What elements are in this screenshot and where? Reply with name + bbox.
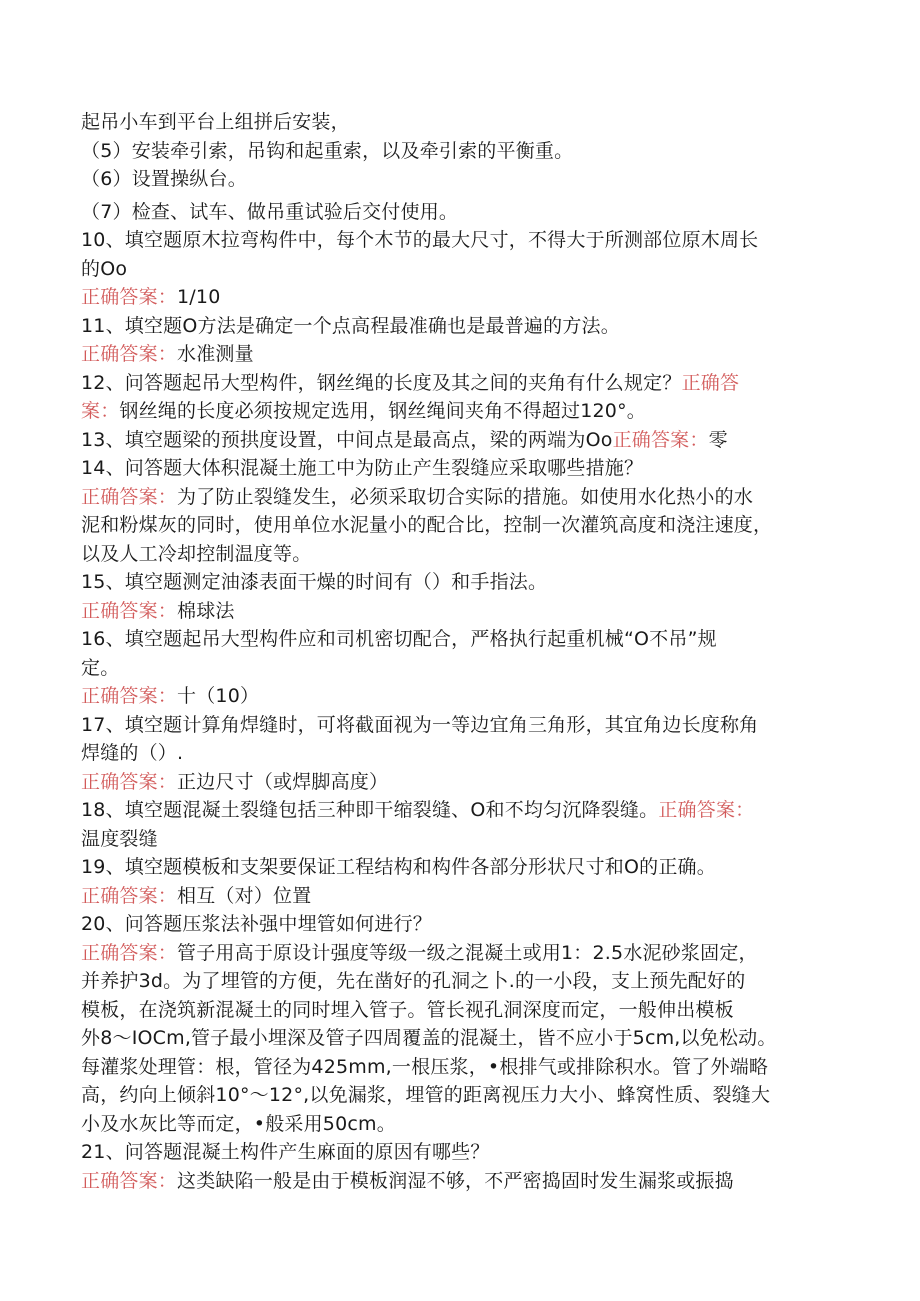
answer-text: 为了防止裂缝发生，必须采取切合实际的措施。如使用水化热小的水	[177, 485, 754, 508]
question-text: 10、填空题原木拉弯构件中，每个木节的最大尺寸，不得大于所测部位原木周长	[81, 229, 759, 251]
question-text: 19、填空题模板和支架要保证工程结构和构件各部分形状尺寸和O的正确。	[81, 856, 716, 878]
answer-label: 正确答	[681, 371, 740, 394]
answer-text: 管子用高于原设计强度等级一级之混凝土或用1：2.5水泥砂浆固定，	[177, 941, 758, 964]
answer-line	[81, 397, 841, 426]
answer-text: 小及水灰比等而定，•般采用50cm。	[81, 1112, 396, 1135]
answer-text: 模板，在浇筑新混凝土的同时埋入管子。管长视孔洞深度而定，一般伸出模板	[81, 998, 734, 1021]
question-text	[81, 796, 841, 825]
answer-label: 正确答案：	[81, 485, 178, 508]
answer-line	[81, 483, 841, 512]
question-text	[81, 426, 841, 455]
answer-label: 正确答案：	[81, 770, 178, 793]
question-body: 18、填空题混凝土裂缝包括三种即干缩裂缝、O和不均匀沉降裂缝。	[81, 799, 659, 821]
answer-label: 正确答案：	[81, 343, 178, 365]
answer-line	[81, 1167, 841, 1196]
answer-label: 正确答案：	[612, 428, 709, 451]
answer-text: 零	[708, 428, 728, 451]
question-text: 定。	[81, 656, 120, 679]
question-text	[81, 369, 841, 398]
answer-label: 正确答案：	[81, 599, 178, 622]
answer-line	[81, 340, 841, 369]
answer-text: 温度裂缝	[81, 827, 158, 850]
question-text: 21、问答题混凝土构件产生麻面的原因有哪些？	[81, 1141, 490, 1163]
answer-text: 并养护3d。为了埋管的方便，先在凿好的孔洞之卜.的一小段，支上预先配好的	[81, 970, 746, 992]
answer-text: 每灌浆处理管：根，管径为425mm,一根压浆，•根排气或排除积水。管了外端略	[81, 1055, 769, 1078]
question-text: 的Oo	[81, 257, 128, 280]
text-line: （6）设置操纵台。	[81, 168, 247, 190]
question-text: 焊缝的（）.	[81, 742, 184, 764]
question-text: 20、问答题压浆法补强中埋管如何进行？	[81, 913, 432, 935]
answer-text: 外8～IOCm,管子最小埋深及管子四周覆盖的混凝土，皆不应小于5cm,以免松动。	[81, 1027, 777, 1049]
document-page	[81, 108, 841, 1195]
answer-label: 正确答案：	[658, 799, 755, 821]
text-line: （7）检查、试车、做吊重试验后交付使用。	[81, 200, 459, 223]
answer-text: 泥和粉煤灰的同时，使用单位水泥量小的配合比，控制一次灌筑高度和浇注速度，	[81, 514, 773, 536]
text-line: 起吊小车到平台上组拼后安装，	[81, 111, 350, 133]
question-text: 11、填空题O方法是确定一个点高程最准确也是最普遍的方法。	[81, 314, 620, 337]
answer-label: 正确答案：	[81, 685, 178, 707]
answer-line	[81, 597, 841, 626]
question-text: 15、填空题测定油漆表面干燥的时间有（）和手指法。	[81, 571, 548, 593]
answer-label: 案：	[81, 400, 120, 422]
answer-text: 1/10	[177, 286, 221, 308]
text-line: （5）安装牵引索，吊钩和起重索，以及牵引索的平衡重。	[81, 139, 574, 162]
question-body: 13、填空题梁的预拱度设置，中间点是最高点，梁的两端为Oo	[81, 428, 613, 451]
answer-label: 正确答案：	[81, 286, 178, 308]
question-text: 14、问答题大体积混凝土施工中为防止产生裂缝应采取哪些措施？	[81, 457, 644, 479]
answer-line	[81, 682, 841, 711]
answer-text: 水准测量	[177, 343, 254, 365]
answer-line	[81, 768, 841, 797]
answer-text: 这类缺陷一般是由于模板润湿不够，不严密捣固时发生漏浆或振捣	[177, 1169, 734, 1192]
answer-text: 钢丝绳的长度必须按规定选用，钢丝绳间夹角不得超过120°。	[119, 400, 646, 422]
answer-text: 高，约向上倾斜10°～12°,以免漏浆，埋管的距离视压力大小、蜂窝性质、裂缝大	[81, 1084, 771, 1106]
answer-line	[81, 939, 841, 968]
answer-line	[81, 882, 841, 911]
answer-text: 十（10）	[177, 685, 260, 707]
answer-label: 正确答案：	[81, 884, 178, 907]
question-text: 16、填空题起吊大型构件应和司机密切配合，严格执行起重机械“O不吊”规	[81, 628, 717, 650]
answer-label: 正确答案：	[81, 941, 178, 964]
question-body: 12、问答题起吊大型构件，钢丝绳的长度及其之间的夹角有什么规定？	[81, 371, 682, 394]
answer-text: 棉球法	[177, 599, 235, 622]
answer-text: 相互（对）位置	[177, 884, 312, 907]
answer-line	[81, 283, 841, 312]
answer-text: 以及人工冷却控制温度等。	[81, 542, 312, 565]
answer-text: 正边尺寸（或焊脚高度）	[177, 770, 389, 793]
answer-label: 正确答案：	[81, 1169, 178, 1192]
question-text: 17、填空题计算角焊缝时，可将截面视为一等边宜角三角形，其宜角边长度称角	[81, 713, 759, 736]
